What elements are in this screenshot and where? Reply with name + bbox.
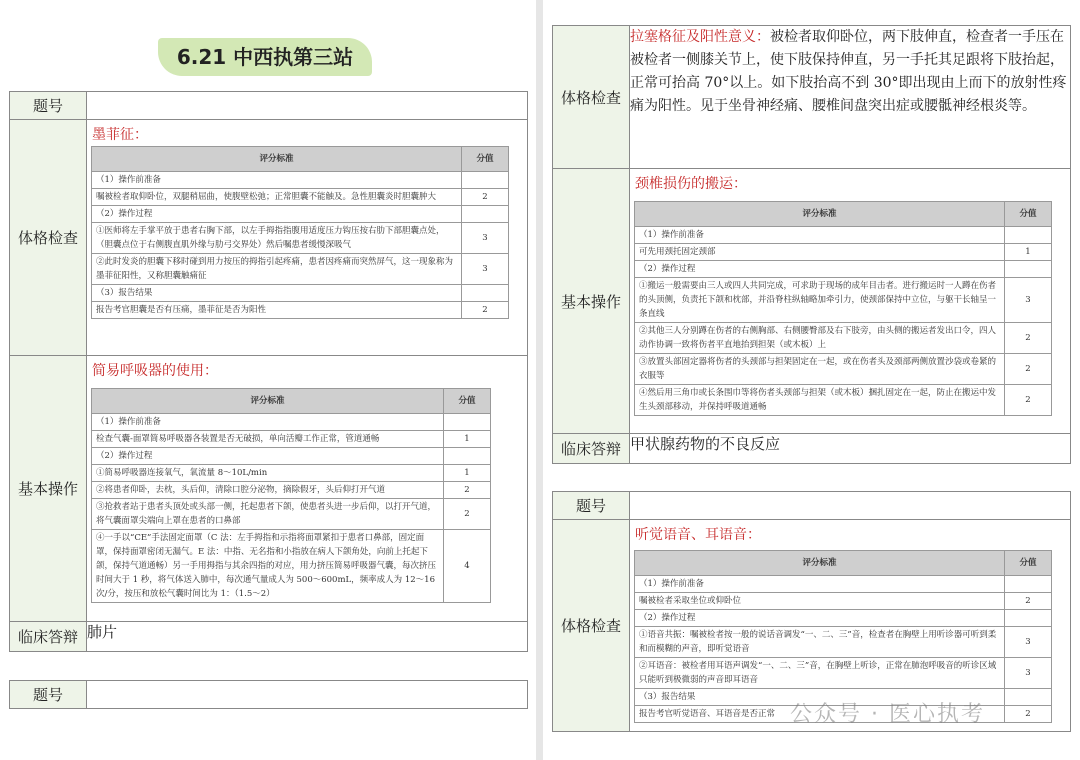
row-score: 2 [462, 189, 509, 206]
row-score [444, 414, 491, 431]
table-row: ④一手以“CE”手法固定面罩（C 法：左手拇指和示指将面罩紧扣于患者口鼻部，固定面罩，保持面罩密闭无漏气。E 法：中指、无名指和小指放在病人下颌角处，向前上托起下颌，保持气道通畅）另一手用拇指与其余四指的对应，用力挤压简易呼吸器气囊，每次挤压时间大于 1 秒，将气体送入肺中，每次通气量成人为 500～600mL，频率成人为 12～16 次/分，按压和放松气囊时间比为 1：（1.5～2） [92, 530, 444, 603]
cervical-title: 颈椎损伤的搬运： [635, 176, 747, 192]
row-score [1005, 576, 1052, 593]
label-basic-op: 基本操作 [553, 169, 630, 434]
header-standard: 评分标准 [92, 147, 462, 172]
clinical-answer: 甲状腺药物的不良反应 [630, 434, 1071, 464]
row-score [1005, 227, 1052, 244]
row-score: 1 [444, 465, 491, 482]
murphy-title: 墨菲征： [92, 127, 148, 143]
watermark: 公众号 · 医心执考 [790, 702, 985, 727]
clinical-answer: 肺片 [87, 622, 528, 652]
row-score: 2 [1005, 593, 1052, 610]
lasegue-section [630, 26, 1071, 169]
row-score: 2 [444, 482, 491, 499]
row-score: 2 [444, 499, 491, 530]
table-row: （1）操作前准备 [92, 172, 462, 189]
row-score: 2 [1005, 323, 1052, 354]
respirator-score-table [91, 388, 491, 603]
row-score: 1 [1005, 244, 1052, 261]
table-row: （2）操作过程 [635, 610, 1005, 627]
table-row: ③放置头部固定器将伤者的头颈部与担架固定在一起，或在伤者头及颈部两侧放置沙袋或卷紧的衣服等 [635, 354, 1005, 385]
station-title [158, 38, 372, 76]
table-row: （2）操作过程 [635, 261, 1005, 278]
table-row: （3）报告结果 [635, 689, 1005, 706]
table-row: ③抢救者站于患者头顶处或头部一侧，托起患者下颌，使患者头进一步后仰，以打开气道，将气囊面罩尖端向上罩在患者的口鼻部 [92, 499, 444, 530]
header-score: 分值 [462, 147, 509, 172]
table-row: 嘱被检者采取坐位或仰卧位 [635, 593, 1005, 610]
table-row: 可先用颈托固定颈部 [635, 244, 1005, 261]
tihao-value [87, 681, 528, 709]
row-score: 2 [1005, 385, 1052, 416]
hearing-title: 听觉语音、耳语音： [635, 527, 761, 543]
row-score: 3 [1005, 278, 1052, 323]
row-score: 3 [1005, 627, 1052, 658]
header-score: 分值 [1005, 551, 1052, 576]
table-row: 检查气囊-面罩简易呼吸器各装置是否无破损，单向活瓣工作正常，管道通畅 [92, 431, 444, 448]
row-score: 2 [462, 302, 509, 319]
table-row: 报告考官听觉语音、耳语音是否正常 [635, 706, 1005, 723]
label-clinical: 临床答辩 [553, 434, 630, 464]
table-row: ②此时发炎的胆囊下移时碰到用力按压的拇指引起疼痛，患者因疼痛而突然屏气，这一现象称为墨菲征阳性，又称胆囊触痛征 [92, 254, 462, 285]
table-row: ②耳语音：被检者用耳语声调发“一、二、三”音，在胸壁上听诊，正常在肺泡呼吸音的听诊区域只能听到极微弱的声音即耳语音 [635, 658, 1005, 689]
table-row: 嘱被检者取仰卧位，双腿稍屈曲，使腹壁松弛；正常胆囊不能触及。急性胆囊炎时胆囊肿大 [92, 189, 462, 206]
cervical-score-table [634, 201, 1052, 416]
table-row: ①语音共振：嘱被检者按一般的说话音调发“一、二、三”音，检查者在胸壁上用听诊器可听到柔和而模糊的声音，即听觉语音 [635, 627, 1005, 658]
header-standard: 评分标准 [92, 389, 444, 414]
table-row: ②其他三人分别蹲在伤者的右侧胸部、右侧腰臀部及右下肢旁，由头侧的搬运者发出口令，四人动作协调一致将伤者平直地抬到担架（或木板）上 [635, 323, 1005, 354]
table-row: （3）报告结果 [92, 285, 462, 302]
exam-table-1 [9, 91, 528, 652]
header-score: 分值 [1005, 202, 1052, 227]
row-score: 3 [1005, 658, 1052, 689]
label-physical-exam: 体格检查 [553, 26, 630, 169]
row-score [1005, 261, 1052, 278]
header-standard: 评分标准 [635, 202, 1005, 227]
table-row: （1）操作前准备 [635, 576, 1005, 593]
table-row: （1）操作前准备 [635, 227, 1005, 244]
row-score [1005, 689, 1052, 706]
label-tihao: 题号 [10, 681, 87, 709]
table-row: （2）操作过程 [92, 448, 444, 465]
row-score [462, 285, 509, 302]
label-basic-op: 基本操作 [10, 356, 87, 622]
table-row: （1）操作前准备 [92, 414, 444, 431]
lasegue-title: 拉塞格征及阳性意义： [630, 29, 770, 45]
table-row: （2）操作过程 [92, 206, 462, 223]
header-standard: 评分标准 [635, 551, 1005, 576]
tihao-value [630, 492, 1071, 520]
exam-table-3 [552, 25, 1071, 464]
label-clinical: 临床答辩 [10, 622, 87, 652]
label-tihao: 题号 [553, 492, 630, 520]
header-score: 分值 [444, 389, 491, 414]
table-row: ②将患者仰卧，去枕，头后仰，清除口腔分泌物，摘除假牙，头后仰打开气道 [92, 482, 444, 499]
lasegue-text: 被检者取仰卧位，两下肢伸直，检查者一手压在被检者一侧膝关节上，使下肢保持伸直，另一手托其足跟将下肢抬起，正常可抬高 70°以上。如下肢抬高不到 30°即出现由上而下的放射性疼痛为阳性。见于坐骨神经痛、腰椎间盘突出症或腰骶神经根炎等。 [630, 29, 1067, 114]
table-row: ④然后用三角巾或长条围巾等将伤者头颈部与担架（或木板）捆扎固定在一起，防止在搬运中发生头颈部移动，并保持呼吸道通畅 [635, 385, 1005, 416]
table-row: ①简易呼吸器连接氧气，氧流量 8～10L/min [92, 465, 444, 482]
label-physical-exam: 体格检查 [10, 120, 87, 356]
table-row: ①医师将左手掌平放于患者右胸下部，以左手拇指指腹用适度压力钩压按右肋下部胆囊点处，（胆囊点位于右侧腹直肌外缘与肋弓交界处）然后嘱患者缓慢深吸气 [92, 223, 462, 254]
table-row: ①搬运一般需要由三人或四人共同完成，可求助于现场的成年目击者。进行搬运时一人蹲在伤者的头顶侧，负责托下颌和枕部，并沿脊柱纵轴略加牵引力，使颈部保持中立位，与躯干长轴呈一条直线 [635, 278, 1005, 323]
row-score: 2 [1005, 354, 1052, 385]
exam-table-4 [552, 491, 1071, 732]
row-score: 4 [444, 530, 491, 603]
row-score: 3 [462, 223, 509, 254]
respirator-section [87, 356, 528, 622]
table-row: 报告考官胆囊是否有压痛，墨菲征是否为阳性 [92, 302, 462, 319]
murphy-score-table [91, 146, 509, 319]
tihao-value [87, 92, 528, 120]
row-score [444, 448, 491, 465]
cervical-section [630, 169, 1071, 434]
respirator-title: 简易呼吸器的使用： [92, 363, 218, 379]
label-physical-exam: 体格检查 [553, 520, 630, 732]
label-tihao: 题号 [10, 92, 87, 120]
row-score: 3 [462, 254, 509, 285]
title-text: 6.21 中西执第三站 [176, 45, 354, 69]
row-score [462, 206, 509, 223]
row-score: 1 [444, 431, 491, 448]
exam-table-2-header [9, 680, 528, 709]
row-score [462, 172, 509, 189]
right-page [543, 0, 1080, 760]
row-score: 2 [1005, 706, 1052, 723]
murphy-section [87, 120, 528, 356]
left-page [0, 0, 536, 760]
row-score [1005, 610, 1052, 627]
